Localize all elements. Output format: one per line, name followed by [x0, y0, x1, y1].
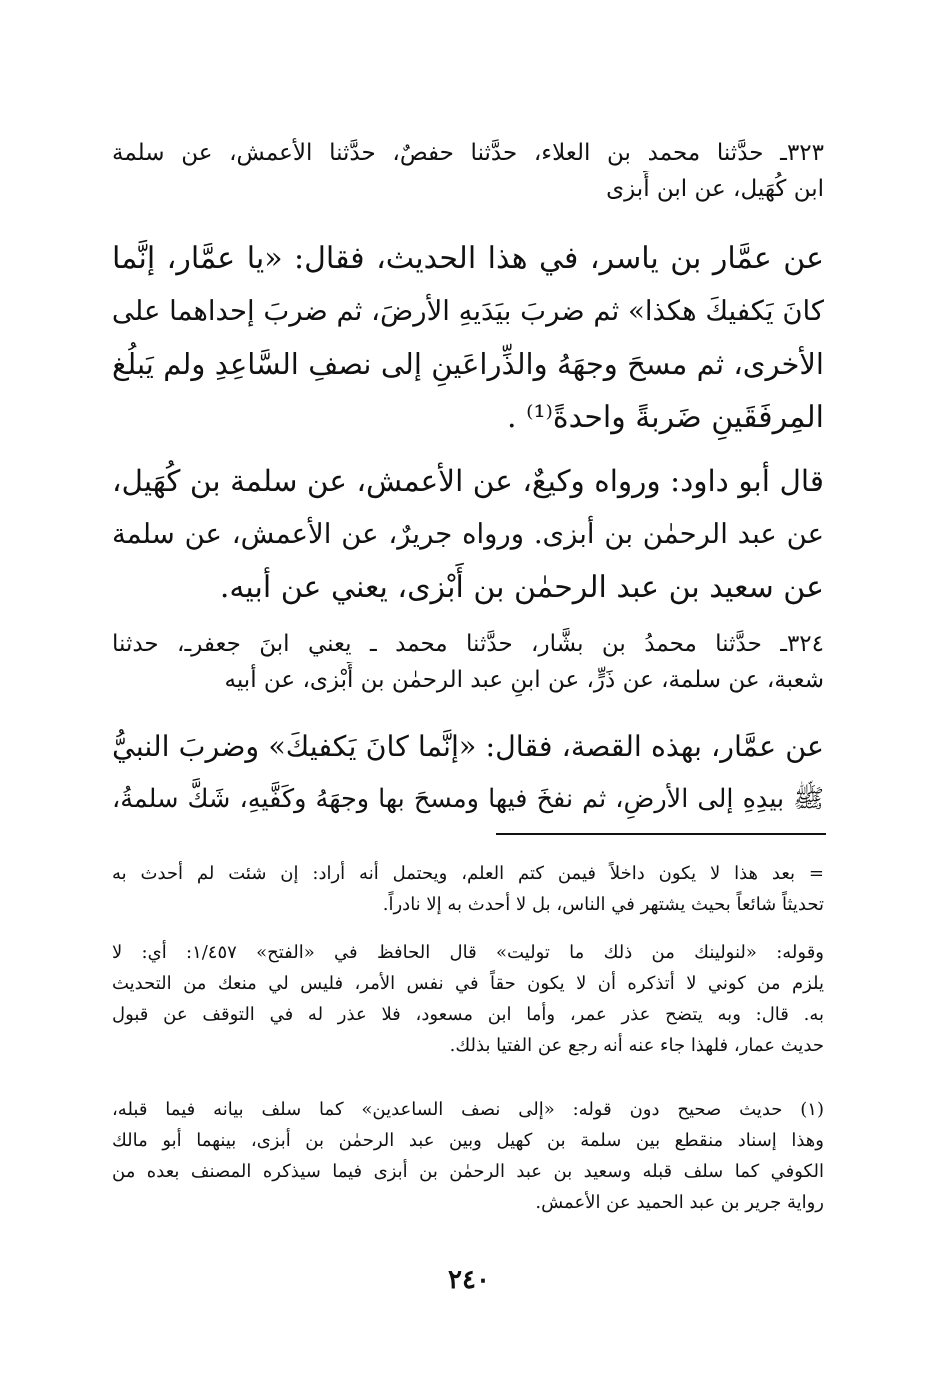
footnote-line: الكوفي كما سلف قبله وسعيد بن عبد الرحمٰن بن أبزى فيما سيذكره المصنف بعده من: [112, 1161, 824, 1182]
page-number: ٢٤٠: [448, 1265, 490, 1295]
footnote-line: وهذا إسناد منقطع بين سلمة بن كهيل وبين عبد الرحمٰن بن أبزى، بينهما أبو مالك: [112, 1130, 824, 1151]
hadith-323-isnad: [112, 135, 824, 207]
abu-dawud-commentary: [112, 455, 824, 614]
text-line: ٣٢٣ـ حدَّثنا محمد بن العلاء، حدَّثنا حفصٌ، حدَّثنا الأعمش، عن سلمة: [112, 140, 824, 166]
text-line: الأخرى، ثم مسحَ وجهَهُ والذِّراعَينِ إلى نصفِ السَّاعِدِ ولم يَبلُغ: [112, 347, 824, 381]
footnote-line: يلزم من كوني لا أتذكره أن لا يكون حقاً في نفس الأمر، فليس لي منعك من التحديث: [112, 973, 824, 994]
footnote-line: به. قال: وبه يتضح عذر عمر، وأما ابن مسعود، فلا عذر له في التوقف عن قبول: [112, 1004, 824, 1025]
text-line: عن عمَّار بن ياسر، في هذا الحديث، فقال: «يا عمَّار، إنَّما: [112, 241, 824, 276]
footnote-line: وقوله: «لنولينك من ذلك ما توليت» قال الحافظ في «الفتح» ١/٤٥٧: أي: لا: [112, 942, 824, 963]
text-line: كانَ يَكفيكَ هكذا» ثم ضربَ بيَدَيهِ الأرضَ، ثم ضربَ إحداهما على: [112, 295, 824, 327]
footnote-line: (١) حديث صحيح دون قوله: «إلى نصف الساعدين» كما سلف بيانه فيما قبله،: [112, 1099, 824, 1120]
text-line: ﷺ بيدِهِ إلى الأرضِ، ثم نفخَ فيها ومسحَ بها وجهَهُ وكَفَّيهِ، شَكَّ سلمةُ،: [112, 784, 824, 814]
text-line: عن عمَّار، بهذه القصة، فقال: «إنَّما كانَ يَكفيكَ» وضربَ النبيُّ: [112, 730, 824, 763]
footnote-line: حديث عمار، فلهذا جاء عنه أنه رجع عن الفتيا بذلك.: [449, 1035, 824, 1056]
text-line: ابن كُهَيل، عن ابن أَبزى: [606, 176, 824, 202]
footnote-continuation: [112, 858, 824, 920]
footnote-separator: [496, 833, 826, 835]
text-line: المِرفَقَينِ ضَربةً واحدةً⁽¹⁾ .: [507, 400, 824, 435]
text-line: قال أبو داود: ورواه وكيعٌ، عن الأعمش، عن سلمة بن كُهَيل،: [112, 464, 824, 498]
footnote-line: تحديثاً شائعاً بحيث يشتهر في الناس، بل لا أحدث به إلا نادراً.: [382, 894, 824, 915]
text-line: عن سعيد بن عبد الرحمٰن بن أَبْزى، يعني عن أبيه.: [219, 570, 824, 605]
text-line: شعبة، عن سلمة، عن ذَرٍّ، عن ابنِ عبد الرحمٰن بن أَبْزى، عن أبيه: [224, 667, 824, 693]
footnote-1: [112, 1094, 824, 1218]
footnote-quote-note: [112, 937, 824, 1061]
hadith-324-matn: [112, 720, 824, 826]
hadith-323-matn: [112, 232, 824, 444]
text-line: عن عبد الرحمٰن بن أبزى. ورواه جريرٌ، عن الأعمش، عن سلمة: [112, 518, 824, 550]
text-line: ٣٢٤ـ حدَّثنا محمدُ بن بشَّار، حدَّثنا محمد ـ يعني ابنَ جعفرـ، حدثنا: [112, 631, 824, 657]
footnote-line: رواية جرير بن عبد الحميد عن الأعمش.: [535, 1192, 824, 1213]
hadith-324-isnad: [112, 626, 824, 698]
footnote-line: = بعد هذا لا يكون داخلاً فيمن كتم العلم، ويحتمل أنه أراد: إن شئت لم أحدث به: [112, 863, 824, 884]
